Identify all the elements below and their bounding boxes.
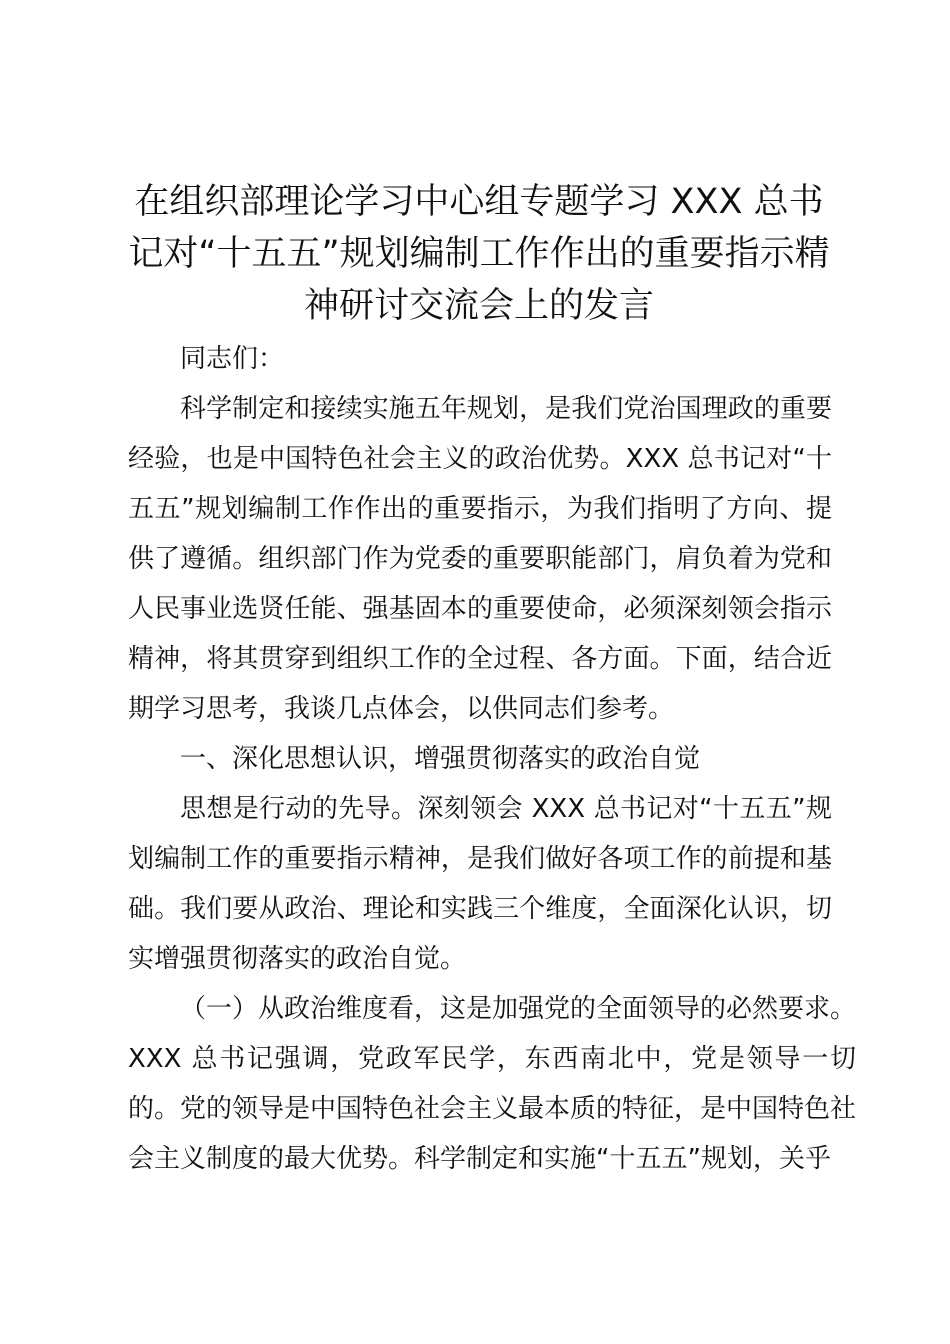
paragraph-intro: 科学制定和接续实施五年规划，是我们党治国理政的重要经验，也是中国特色社会主义的政治优势。XXX 总书记对“十五五”规划编制工作作出的重要指示，为我们指明了方向、提供了遵循。组织部门作为党委的重要职能部门，肩负着为党和人民事业选贤任能、强基固本的重要使命，必须深刻领会指示精神，将其贯穿到组织工作的全过程、各方面。下面，结合近期学习思考，我谈几点体会，以供同志们参考。 [128, 394, 832, 724]
paragraph-subsection-1: （一）从政治维度看，这是加强党的全面领导的必然要求。XXX 总书记强调，党政军民学，东西南北中，党是领导一切的。党的领导是中国特色社会主义最本质的特征，是中国特色社会主义制度的最大优势。科学制定和实施“十五五”规划，关乎 [128, 994, 857, 1174]
paragraph-section-1: 思想是行动的先导。深刻领会 XXX 总书记对“十五五”规划编制工作的重要指示精神，是我们做好各项工作的前提和基础。我们要从政治、理论和实践三个维度，全面深化认识，切实增强贯彻落实的政治自觉。 [128, 794, 832, 974]
document-body [128, 334, 857, 1184]
salutation: 同志们： [180, 344, 285, 374]
document-title: 在组织部理论学习中心组专题学习 XXX 总书记对“十五五”规划编制工作作出的重要指示精神研讨交流会上的发言 [128, 182, 830, 326]
section-heading-1: 一、深化思想认识，增强贯彻落实的政治自觉 [180, 744, 701, 774]
